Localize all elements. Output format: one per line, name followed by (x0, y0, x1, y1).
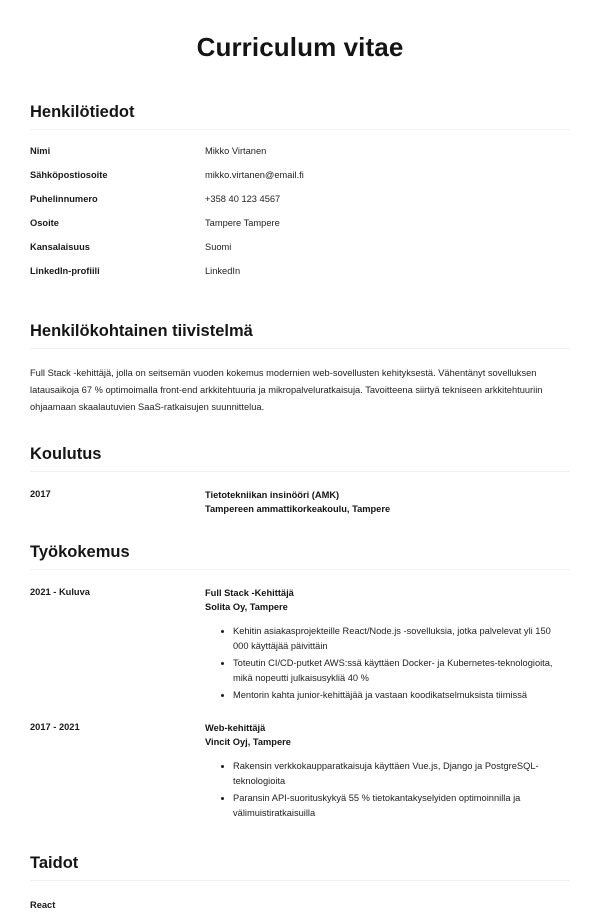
experience-company: Vincit Oyj, Tampere (205, 737, 291, 747)
experience-role: Web-kehittäjä (205, 723, 266, 733)
personal-detail-value: +358 40 123 4567 (205, 194, 281, 204)
section-divider (30, 129, 570, 130)
personal-detail-label: Sähköpostiosoite (30, 170, 108, 180)
experience-period: 2021 - Kuluva (30, 587, 90, 597)
education-institution: Tampereen ammattikorkeakoulu, Tampere (205, 504, 391, 514)
personal-details-heading: Henkilötiedot (30, 103, 135, 121)
personal-detail-row (30, 217, 570, 241)
personal-detail-row (30, 265, 570, 289)
experience-heading: Työkokemus (30, 543, 130, 561)
education-heading: Koulutus (30, 445, 102, 463)
experience-bullet-list (205, 759, 570, 821)
experience-bullet: Kehitin asiakasprojekteille React/Node.js -sovelluksia, jotka palvelevat yli 150 000 käyttäjää päivittäin (221, 624, 568, 654)
experience-bullet-list (205, 624, 570, 703)
personal-detail-label: Nimi (30, 146, 51, 156)
experience-role: Full Stack -Kehittäjä (205, 588, 294, 598)
skills-heading: Taidot (30, 854, 79, 872)
experience-bullet: Mentorin kahta junior-kehittäjää ja vastaan koodikatselmuksista tiimissä (221, 688, 568, 703)
skills-section (30, 853, 570, 912)
experience-entry (30, 705, 570, 823)
personal-detail-value[interactable]: LinkedIn (205, 266, 241, 276)
personal-detail-value: Tampere Tampere (205, 218, 280, 228)
experience-entry (30, 570, 570, 705)
personal-detail-label: Kansalaisuus (30, 242, 90, 252)
personal-detail-row (30, 169, 570, 193)
summary-text: Full Stack -kehittäjä, jolla on seitsemän vuoden kokemus modernien web-sovellusten kehityksestä. Vähentänyt sovelluksen latausaikoja 67 % optimoimalla front-end arkkitehtuuria ja mikropalveluratkaisuja. Tavoitteena siirtyä tekniseen arkkitehtuuriin ohjaamaan skaalautuvien SaaS-ratkaisujen suunnittelua. (30, 368, 543, 412)
personal-detail-row (30, 241, 570, 265)
personal-details-section (30, 102, 570, 289)
personal-detail-label: Osoite (30, 218, 59, 228)
experience-bullet: Paransin API-suorituskykyä 55 % tietokantakyselyiden optimoinnilla ja välimuistiratkaisuilla (221, 791, 568, 821)
summary-section (30, 321, 570, 416)
experience-bullet: Rakensin verkkokaupparatkaisuja käyttäen Vue.js, Django ja PostgreSQL-teknologioita (221, 759, 568, 789)
personal-details-table (30, 145, 570, 289)
experience-entry-body (205, 721, 570, 823)
personal-detail-value: Mikko Virtanen (205, 146, 267, 156)
experience-entry-body (205, 586, 570, 705)
experience-period: 2017 - 2021 (30, 722, 80, 732)
personal-detail-value: Suomi (205, 242, 232, 252)
education-entry (30, 472, 570, 516)
personal-detail-value: mikko.virtanen@email.fi (205, 170, 304, 180)
experience-company: Solita Oy, Tampere (205, 602, 288, 612)
summary-heading: Henkilökohtainen tiivistelmä (30, 322, 253, 340)
experience-section (30, 542, 570, 823)
personal-detail-label: Puhelinnumero (30, 194, 98, 204)
education-entry-body (205, 488, 570, 516)
personal-detail-row (30, 193, 570, 217)
skill-row (30, 881, 570, 912)
experience-bullet: Toteutin CI/CD-putket AWS:ssä käyttäen Docker- ja Kubernetes-teknologioita, mikä nopeutti julkaisusykliä 40 % (221, 656, 568, 686)
education-degree: Tietotekniikan insinööri (AMK) (205, 490, 340, 500)
personal-detail-label: LinkedIn-profiili (30, 266, 100, 276)
education-section (30, 444, 570, 516)
personal-detail-row (30, 145, 570, 169)
skill-name: React (30, 900, 56, 910)
education-period: 2017 (30, 489, 51, 499)
page-title: Curriculum vitae (196, 32, 404, 62)
